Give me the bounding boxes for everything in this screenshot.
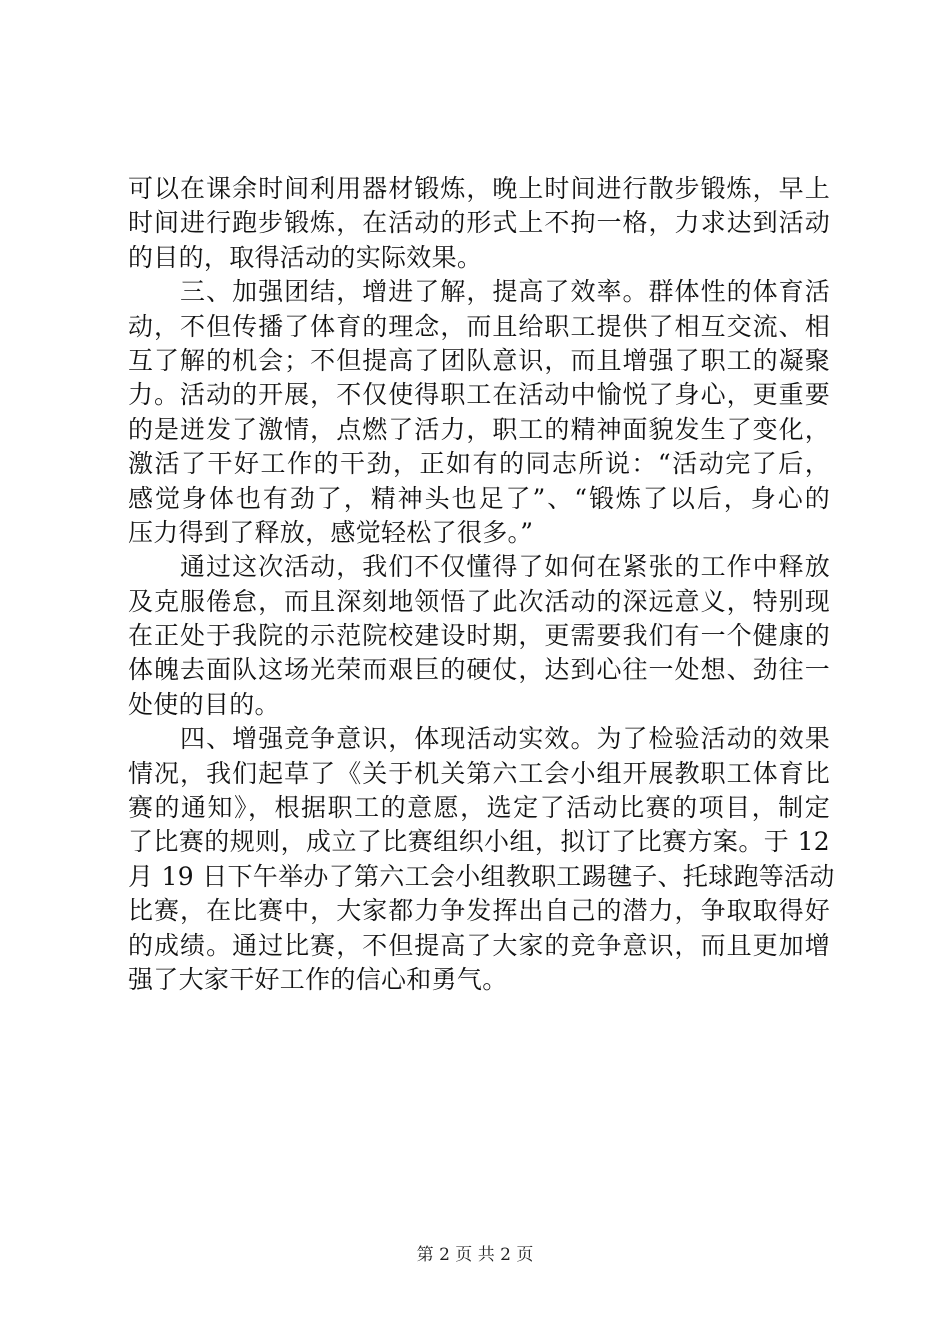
text-line: 互了解的机会；不但提高了团队意识，而且增强了职工的凝聚	[128, 345, 830, 375]
text-line: 处使的目的。	[128, 689, 280, 719]
text-line: 三、加强团结，增进了解，提高了效率。群体性的体育活	[128, 277, 830, 307]
text-line: 了比赛的规则，成立了比赛组织小组，拟订了比赛方案。于 12	[128, 827, 830, 857]
text-line: 及克服倦怠，而且深刻地领悟了此次活动的深远意义，特别现	[128, 586, 830, 616]
text-line: 的是迸发了激情，点燃了活力，职工的精神面貌发生了变化，	[128, 414, 830, 444]
text-line: 的目的，取得活动的实际效果。	[128, 242, 483, 272]
text-line: 动，不但传播了体育的理念，而且给职工提供了相互交流、相	[128, 311, 830, 341]
text-line: 激活了干好工作的干劲，正如有的同志所说：“活动完了后，	[128, 449, 830, 479]
text-line: 可以在课余时间利用器材锻炼，晚上时间进行散步锻炼，早上	[128, 174, 830, 203]
text-line: 体魄去面队这场光荣而艰巨的硬仗，达到心往一处想、劲往一	[128, 655, 830, 685]
text-line: 比赛，在比赛中，大家都力争发挥出自己的潜力，争取取得好	[128, 896, 830, 926]
text-line: 通过这次活动，我们不仅懂得了如何在紧张的工作中释放	[128, 552, 830, 582]
text-line: 赛的通知》，根据职工的意愿，选定了活动比赛的项目，制定	[128, 793, 830, 823]
text-line: 感觉身体也有劲了，精神头也足了”、“锻炼了以后，身心的	[128, 483, 830, 513]
text-line: 在正处于我院的示范院校建设时期，更需要我们有一个健康的	[128, 621, 830, 651]
text-line: 四、增强竞争意识，体现活动实效。为了检验活动的效果	[128, 724, 830, 754]
text-line: 的成绩。通过比赛，不但提高了大家的竞争意识，而且更加增	[128, 930, 830, 960]
text-line: 强了大家干好工作的信心和勇气。	[128, 964, 508, 994]
page-footer: 第 2 页 共 2 页	[416, 1245, 534, 1265]
text-line: 情况，我们起草了《关于机关第六工会小组开展教职工体育比	[128, 758, 830, 788]
text-line: 压力得到了释放，感觉轻松了很多。”	[128, 517, 534, 547]
body-text	[128, 172, 835, 997]
text-line: 月 19 日下午举办了第六工会小组教职工踢毽子、托球跑等活动	[128, 861, 835, 891]
text-line: 时间进行跑步锻炼，在活动的形式上不拘一格，力求达到活动	[128, 208, 830, 238]
text-line: 力。活动的开展，不仅使得职工在活动中愉悦了身心，更重要	[128, 380, 830, 410]
